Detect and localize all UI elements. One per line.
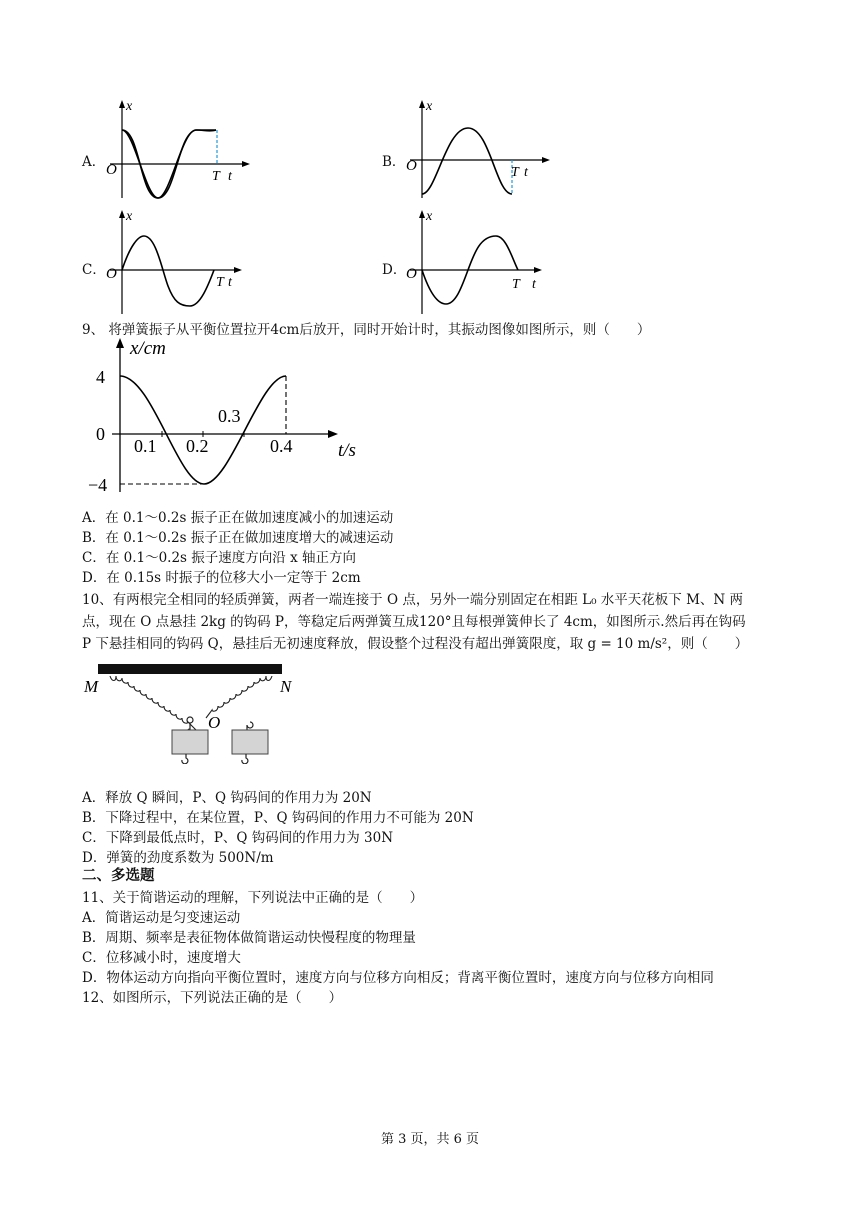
ceiling-bar — [98, 664, 282, 674]
y-axis-arrow-icon — [116, 338, 124, 348]
waveform-line — [122, 236, 214, 306]
section-title: 二、多选题 — [82, 868, 155, 884]
right-spring — [206, 676, 272, 718]
bottom-hook-p — [182, 754, 188, 764]
q9-option-d[interactable]: D．在 0.15s 时振子的位移大小一定等于 2cm — [82, 570, 361, 586]
x-tick-0.4: 0.4 — [270, 436, 293, 456]
q10-stem-line2: 点，现在 O 点悬挂 2kg 的钩码 P，等稳定后两弹簧互成120°且每根弹簧伸长了 4cm，如图所示.然后再在钩码 — [82, 614, 746, 630]
graph-a — [100, 98, 260, 208]
period-label: T — [512, 277, 520, 292]
graph-b — [400, 98, 560, 208]
origin-label: O — [106, 266, 117, 282]
q9-vibration-graph — [82, 336, 372, 496]
origin-label: O — [406, 266, 417, 282]
y-tick-neg4: −4 — [88, 475, 108, 495]
option-label-b: B． — [382, 154, 406, 170]
q11-option-b[interactable]: B．周期、频率是表征物体做简谐运动快慢程度的物理量 — [82, 930, 416, 946]
q11-stem: 11、关于简谐运动的理解，下列说法中正确的是（ ） — [82, 890, 424, 906]
y-axis-label: x — [426, 99, 433, 114]
left-spring — [110, 676, 196, 730]
y-axis-label: x — [126, 209, 133, 224]
q11-option-c[interactable]: C．位移减小时，速度增大 — [82, 950, 241, 966]
y-axis-label: x — [126, 99, 133, 114]
period-label: T — [216, 275, 224, 290]
period-label: T — [511, 165, 519, 180]
bottom-hook-q — [242, 754, 248, 764]
y-tick-0: 0 — [96, 424, 105, 444]
q10-spring-figure — [82, 660, 322, 764]
q10-option-a[interactable]: A．释放 Q 瞬间，P、Q 钩码间的作用力为 20N — [82, 790, 372, 806]
y-axis-label: x/cm — [130, 338, 166, 359]
q10-option-d[interactable]: D．弹簧的劲度系数为 500N/m — [82, 850, 274, 866]
weight-q — [232, 730, 268, 754]
y-axis-arrow-icon — [119, 210, 125, 218]
origin-label: O — [106, 162, 117, 178]
vibration-curve — [120, 376, 286, 484]
graph-d — [400, 206, 560, 318]
q9-stem: 9、 将弹簧振子从平衡位置拉开4cm后放开，同时开始计时，其振动图像如图所示，则（ ） — [82, 322, 651, 338]
q12-stem: 12、如图所示，下列说法正确的是（ ） — [82, 990, 343, 1006]
q11-option-d[interactable]: D．物体运动方向指向平衡位置时，速度方向与位移方向相反；背离平衡位置时，速度方向与位移方向相同 — [82, 970, 714, 986]
label-o: O — [208, 713, 221, 732]
q11-option-a[interactable]: A．简谐运动是匀变速运动 — [82, 910, 241, 926]
t-axis-label: t — [532, 277, 536, 292]
option-label-d: D． — [382, 262, 407, 278]
q10-option-b[interactable]: B．下降过程中，在某位置，P、Q 钩码间的作用力不可能为 20N — [82, 810, 474, 826]
x-tick-0.2: 0.2 — [186, 436, 209, 456]
weight-p — [172, 730, 208, 754]
q10-stem-line3: P 下悬挂相同的钩码 Q，悬挂后无初速度释放，假设整个过程没有超出弹簧限度，取 g = 10 m/s²，则（ ） — [82, 636, 749, 652]
q10-option-c[interactable]: C．下降到最低点时，P、Q 钩码间的作用力为 30N — [82, 830, 394, 846]
q10-stem-line1: 10、有两根完全相同的轻质弹簧，两者一端连接于 O 点，另外一端分别固定在相距 L₀ 水平天花板下 M、N 两 — [82, 592, 744, 608]
graph-c — [100, 206, 260, 318]
x-axis-arrow-icon — [242, 161, 250, 167]
y-axis-arrow-icon — [419, 210, 425, 218]
hook-q — [247, 722, 253, 730]
t-axis-label: t — [524, 165, 528, 180]
y-axis-arrow-icon — [119, 100, 125, 108]
x-axis-arrow-icon — [234, 267, 242, 273]
y-tick-4: 4 — [96, 367, 105, 387]
q9-option-c[interactable]: C．在 0.1～0.2s 振子速度方向沿 x 轴正方向 — [82, 550, 356, 566]
x-tick-0.1: 0.1 — [134, 436, 157, 456]
y-axis-label: x — [426, 209, 433, 224]
q9-option-b[interactable]: B．在 0.1～0.2s 振子正在做加速度增大的减速运动 — [82, 530, 394, 546]
period-label: T — [212, 169, 220, 184]
q9-option-a[interactable]: A．在 0.1～0.2s 振子正在做加速度减小的加速运动 — [82, 510, 394, 526]
t-axis-label: t — [228, 169, 232, 184]
x-axis-arrow-icon — [534, 267, 542, 273]
label-m: M — [84, 677, 99, 696]
origin-label: O — [406, 158, 417, 174]
t-axis-arrow-icon — [328, 430, 338, 438]
option-label-c: C． — [82, 262, 106, 278]
label-n: N — [280, 677, 292, 696]
y-axis-arrow-icon — [419, 100, 425, 108]
t-axis-label: t — [228, 275, 232, 290]
x-axis-label: t/s — [338, 440, 356, 461]
x-axis-arrow-icon — [542, 157, 550, 163]
waveform-line — [422, 128, 512, 194]
page-number: 第 3 页，共 6 页 — [380, 1132, 480, 1147]
joint-o — [187, 717, 193, 723]
x-tick-0.3: 0.3 — [218, 406, 241, 426]
option-label-a: A． — [82, 154, 106, 170]
